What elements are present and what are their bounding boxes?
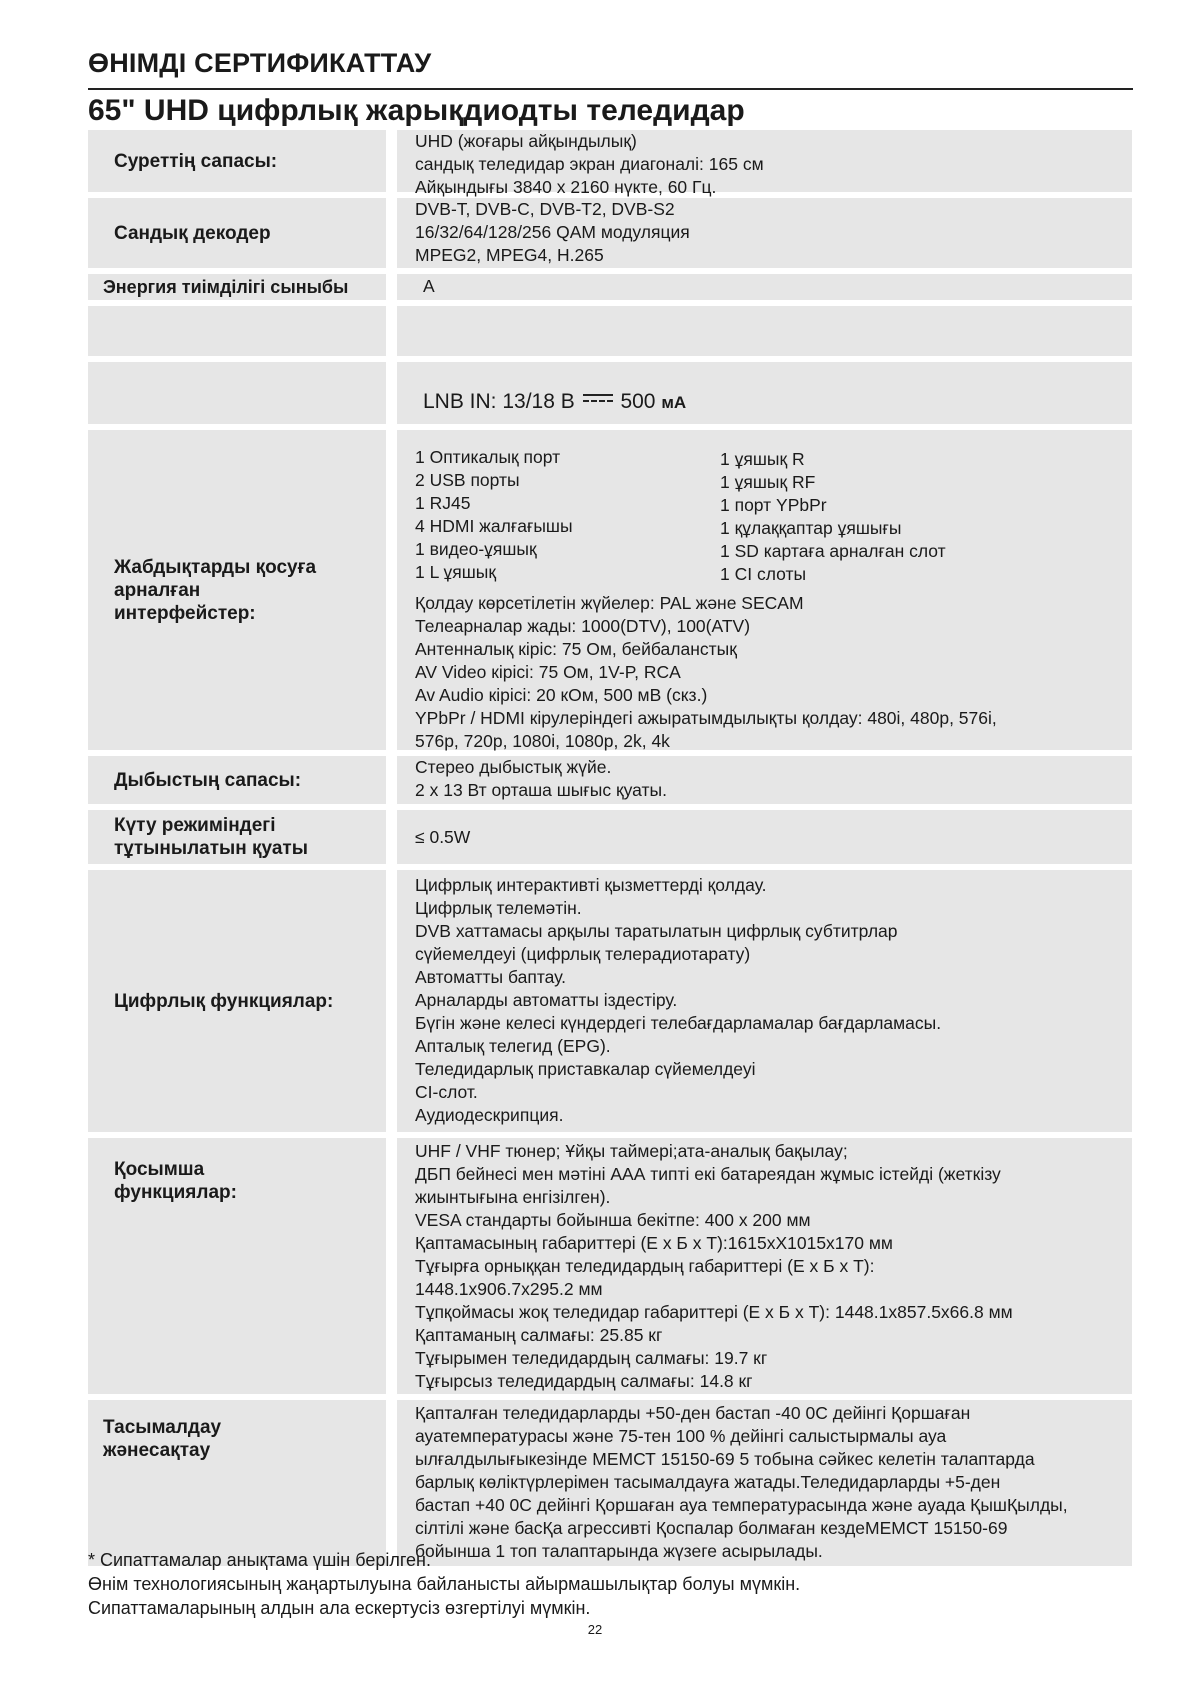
spec-row-transport: [88, 1400, 1132, 1566]
port-item: 2 USB порты: [415, 470, 520, 490]
lnb-text: LNB IN: 13/18 В: [423, 390, 575, 413]
spec-row-empty: [88, 306, 1132, 356]
lnb-unit: мА: [661, 393, 687, 412]
port-item: 1 SD картаға арналған слот: [720, 541, 946, 561]
port-item: 1 видео-ұяшық: [415, 539, 537, 559]
footnotes: [88, 1548, 800, 1620]
value-line: Тұғырымен теледидардың салмағы: 19.7 кг: [415, 1348, 768, 1368]
spec-label-lnb: [88, 362, 386, 424]
value-line: барлық көліктүрлерімен тасымалдауға жатады.Теледидарларды +5-ден: [415, 1472, 1001, 1492]
spec-label-sound: Дыбыстың сапасы:: [88, 756, 386, 804]
spec-value-picture: [397, 130, 1132, 197]
spec-value-digital: [397, 870, 1132, 1132]
footnote: Сипаттамаларының алдын ала ескертусіз өзгертілуі мүмкін.: [88, 1598, 591, 1618]
value-line: Телеарналар жады: 1000(DTV), 100(ATV): [415, 616, 751, 636]
spec-row-energy: [88, 274, 1132, 300]
port-column-right: [720, 446, 946, 586]
value-line: Цифрлық интерактивті қызметтерді қолдау.: [415, 875, 767, 895]
value-line: CI-слот.: [415, 1082, 478, 1102]
spec-label-decoder: Сандық декодер: [88, 198, 386, 268]
spec-row-sound: [88, 756, 1132, 804]
lnb-current: 500: [620, 390, 656, 413]
spec-label-empty: [88, 306, 386, 356]
value-line: Аудиодескрипция.: [415, 1105, 564, 1125]
spec-label-digital: Цифрлық функциялар:: [88, 870, 386, 1132]
footnote: * Сипаттамалар анықтама үшін берілген.: [88, 1550, 431, 1570]
value-line: VESA стандарты бойынша бекітпе: 400 x 200 мм: [415, 1210, 811, 1230]
value-line: DVB-T, DVB-C, DVB-T2, DVB-S2: [415, 199, 675, 219]
value-line: UHF / VHF тюнер; Ұйқы таймері;ата-аналық бақылау;: [415, 1141, 848, 1161]
value-line: сілтілі және басҚа агрессивті Қоспалар болмаған кездеМЕМСТ 15150-69: [415, 1518, 1008, 1538]
spec-label-transport: Тасымалдау жәнесақтау: [88, 1400, 386, 1566]
spec-value-transport: [397, 1400, 1132, 1566]
port-item: 1 CI слоты: [720, 564, 807, 584]
value-line: Автоматты баптау.: [415, 967, 567, 987]
value-line: Бүгін және келесі күндердегі телебағдарламалар бағдарламасы.: [415, 1013, 942, 1033]
spec-label-picture: Суреттің сапасы:: [88, 130, 386, 192]
spec-label-energy: Энергия тиімділігі сыныбы: [88, 274, 386, 300]
value-line: Қапталған теледидарларды +50-ден бастап -40 0С дейінгі Қоршаған: [415, 1403, 971, 1423]
value-line: Тұпқоймасы жоқ теледидар габариттері (Е x Б x Т): 1448.1x857.5x66.8 мм: [415, 1302, 1013, 1322]
spec-value-sound: [397, 756, 1132, 804]
port-item: 1 L ұяшық: [415, 562, 497, 582]
spec-row-lnb: [88, 362, 1132, 424]
value-line: ауатемпературасы және 75-тен 100 % дейінгі салыстырмалы ауа: [415, 1426, 947, 1446]
port-item: 1 RJ45: [415, 493, 471, 513]
value-line: Av Audio кірісі: 20 кОм, 500 мВ (скз.): [415, 685, 708, 705]
value-line: Қаптаманың салмағы: 25.85 кг: [415, 1325, 663, 1345]
spec-row-standby: [88, 810, 1132, 864]
value-line: ылғалдылығыкезінде МЕМСТ 15150-69 5 тобына сәйкес келетін талаптарда: [415, 1449, 1035, 1469]
value-line: YPbPr / HDMI кірулеріндегі ажыратымдылықты қолдау: 480i, 480p, 576i,: [415, 708, 997, 728]
footnote: Өнім технологиясының жаңартылуына байланысты айырмашылықтар болуы мүмкін.: [88, 1574, 801, 1594]
spec-label-interfaces: Жабдықтарды қосуға арналған интерфейстер:: [88, 430, 386, 750]
value-line: бастап +40 0С дейінгі Қоршаған ауа температурасында және ауада ҚышҚылды,: [415, 1495, 1068, 1515]
port-item: 1 құлаққаптар ұяшығы: [720, 518, 902, 538]
spec-row-picture: [88, 130, 1132, 197]
port-item: 1 ұяшық R: [720, 449, 805, 469]
value-line: Цифрлық телемәтін.: [415, 898, 582, 918]
port-item: 4 HDMI жалғағышы: [415, 516, 573, 536]
value-line: Қаптамасының габариттері (Е x Б x Т):1615хХ1015х170 мм: [415, 1233, 893, 1253]
spec-table: [88, 130, 1132, 1572]
value-line: Қолдау көрсетілетін жүйелер: PAL және SECAM: [415, 593, 804, 613]
title-divider: [88, 88, 1133, 90]
value-line: Антенналық кіріс: 75 Ом, бейбаланстық: [415, 639, 737, 659]
value-line: ДБП бейнесі мен мәтіні ААА типті екі батареядан жұмыс істейді (жеткізу: [415, 1164, 1001, 1184]
spec-label-standby: Күту режиміндегі тұтынылатын қуаты: [88, 810, 386, 864]
value-line: Тұғырсыз теледидардың салмағы: 14.8 кг: [415, 1371, 753, 1391]
value-line: сандық теледидар экран диагоналі: 165 см: [415, 154, 764, 174]
value-line: Тұғырға орныққан теледидардың габариттері (Е x Б x Т):: [415, 1256, 875, 1276]
spec-row-extra: [88, 1138, 1132, 1394]
value-line: жиынтығына енгізілген).: [415, 1187, 611, 1207]
value-line: DVB хаттамасы арқылы таратылатын цифрлық субтитрлар: [415, 921, 898, 941]
value-line: 2 x 13 Вт орташа шығыс қуаты.: [415, 780, 667, 800]
port-list: [415, 446, 1132, 586]
dc-current-icon: [583, 394, 613, 404]
value-line: Арналарды автоматты іздестіру.: [415, 990, 678, 1010]
value-line: Теледидарлық приставкалар сүйемелдеуі: [415, 1059, 756, 1079]
spec-value-energy: A: [397, 274, 1132, 300]
value-line: 1448.1x906.7x295.2 мм: [415, 1279, 603, 1299]
value-line: бойынша 1 топ талаптарында жүзеге асырылады.: [415, 1541, 823, 1561]
value-line: AV Video кірісі: 75 Ом, 1V-P, RCA: [415, 662, 681, 682]
spec-row-digital: [88, 870, 1132, 1132]
spec-row-decoder: [88, 198, 1132, 268]
port-item: 1 порт YPbPr: [720, 495, 827, 515]
page-number: 22: [587, 1622, 603, 1637]
spec-value-extra: [397, 1138, 1132, 1394]
value-line: 576p, 720p, 1080i, 1080p, 2k, 4k: [415, 731, 670, 751]
spec-value-empty: [397, 306, 1132, 356]
port-item: 1 ұяшық RF: [720, 472, 816, 492]
spec-value-interfaces: [397, 430, 1132, 750]
spec-value-standby: ≤ 0.5W: [397, 810, 1132, 864]
value-line: MPEG2, MPEG4, H.265: [415, 245, 604, 265]
value-line: Стерео дыбыстық жүйе.: [415, 757, 612, 777]
port-item: 1 Оптикалық порт: [415, 447, 561, 467]
section-title: ӨНІМДІ СЕРТИФИКАТТАУ: [88, 48, 432, 78]
product-title: 65" UHD цифрлық жарықдиодты теледидар: [88, 94, 745, 127]
port-column-left: [415, 446, 720, 586]
spec-value-lnb: [397, 362, 1132, 424]
value-line: UHD (жоғары айқындылық): [415, 131, 637, 151]
spec-label-extra: Қосымша функциялар:: [88, 1138, 386, 1394]
spec-row-interfaces: [88, 430, 1132, 750]
spec-value-decoder: [397, 198, 1132, 268]
value-line: сүйемелдеуі (цифрлық телерадиотарату): [415, 944, 751, 964]
value-line: Айқындығы 3840 x 2160 нүкте, 60 Гц.: [415, 177, 717, 197]
value-line: Апталық телегид (EPG).: [415, 1036, 611, 1056]
value-line: 16/32/64/128/256 QAM модуляция: [415, 222, 690, 242]
